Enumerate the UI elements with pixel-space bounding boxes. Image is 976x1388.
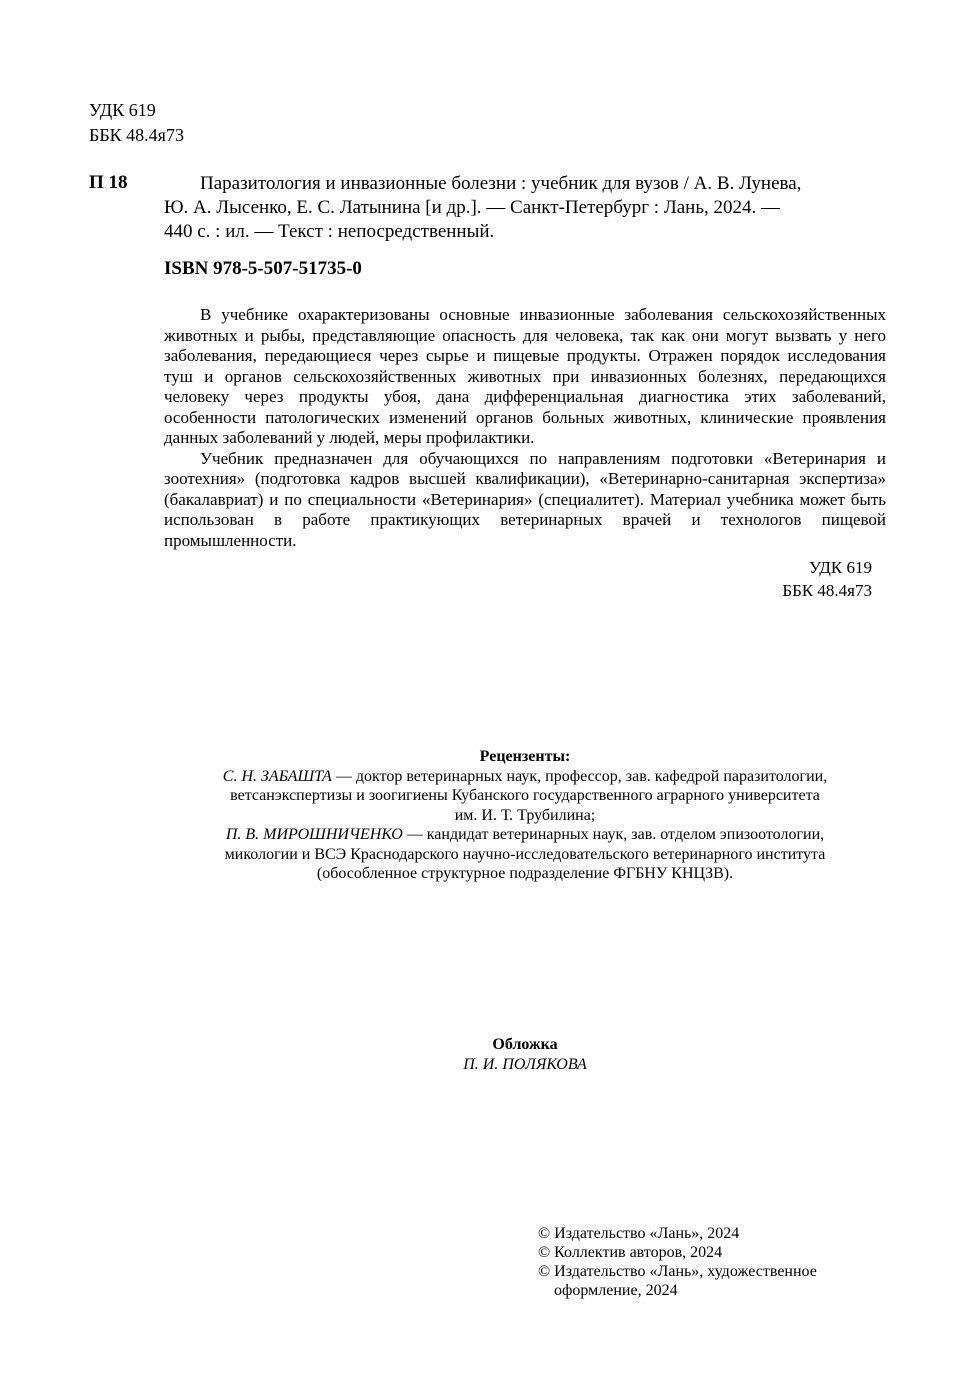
annotation: [164, 305, 886, 551]
annotation-paragraph-1: В учебнике охарактеризованы основные инвазионные заболевания сельскохозяйственных животных и рыбы, представляющие опасность для человека, так как они могут вызвать у него заболевания, передающиеся через сырье и пищевые продукты. Отражен порядок исследования туш и органов сельскохозяйственных животных при инвазионных болезнях, передающихся человеку через продукты убоя, дана дифференциальная диагностика этих заболеваний, особенности патологических изменений органов больных животных, клинические проявления данных заболеваний у людей, меры профилактики.: [164, 305, 886, 447]
reviewer-2-line-2: микологии и ВСЭ Краснодарского научно-исследовательского ветеринарного института: [224, 845, 826, 863]
copyright-line-3: © Издательство «Лань», художественное: [538, 1263, 817, 1280]
author-sign: П 18: [89, 172, 128, 193]
copyright-line-1: © Издательство «Лань», 2024: [538, 1225, 740, 1242]
bibliographic-record: [164, 172, 886, 244]
biblio-line-3: 440 с. : ил. — Текст : непосредственный.: [164, 221, 495, 242]
udk-code: УДК 619: [89, 100, 156, 120]
reviewers-heading: Рецензенты:: [479, 748, 571, 765]
reviewer-1-line-3: им. И. Т. Трубилина;: [454, 806, 596, 824]
reviewer-1: [164, 767, 886, 787]
copyright-line-4: оформление, 2024: [554, 1282, 678, 1299]
isbn: ISBN 978-5-507-51735-0: [164, 258, 362, 279]
udk-code-bottom: УДК 619: [808, 558, 872, 577]
biblio-line-2: Ю. А. Лысенко, Е. С. Латынина [и др.]. — Санкт-Петербург : Лань, 2024. —: [164, 197, 780, 218]
cover-artist: П. И. ПОЛЯКОВА: [463, 1056, 587, 1073]
bbk-code-bottom: ББК 48.4я73: [782, 581, 872, 600]
bbk-code: ББК 48.4я73: [89, 125, 184, 145]
reviewer-2-line-1: — кандидат ветеринарных наук, зав. отделом эпизоотологии,: [402, 826, 825, 843]
reviewer-2-name: П. В. МИРОШНИЧЕНКО: [225, 826, 403, 843]
cover-credit: [164, 1035, 886, 1075]
copyright-line-2: © Коллектив авторов, 2024: [538, 1244, 723, 1261]
classification-header: [89, 98, 184, 148]
cover-heading: Обложка: [492, 1036, 558, 1053]
reviewer-1-name: С. Н. ЗАБАШТА: [222, 767, 332, 785]
reviewer-2-line-3: (обособленное структурное подразделение ФГБНУ КНЦЗВ).: [316, 865, 734, 882]
annotation-paragraph-2: Учебник предназначен для обучающихся по направлениям подготовки «Ветеринария и зоотехния» (подготовка кадров высшей квалификации), «Ветеринарно-санитарная экспертиза» (бакалавриат) и по специальности «Ветеринария» (специалитет). Материал учебника может быть использован в работе практикующих ветеринарных врачей и технологов пищевой промышленности.: [164, 448, 886, 550]
reviewers-block: [164, 747, 886, 884]
reviewer-2: [164, 825, 886, 845]
reviewer-1-line-2: ветсанэкспертизы и зоогигиены Кубанского государственного аграрного университета: [230, 787, 820, 804]
biblio-line-1: Паразитология и инвазионные болезни : учебник для вузов / А. В. Лунева,: [200, 173, 802, 194]
copyright-block: [538, 1224, 817, 1300]
reviewer-1-line-1: — доктор ветеринарных наук, профессор, зав. кафедрой паразитологии,: [331, 767, 828, 785]
classification-footer: [782, 556, 872, 602]
